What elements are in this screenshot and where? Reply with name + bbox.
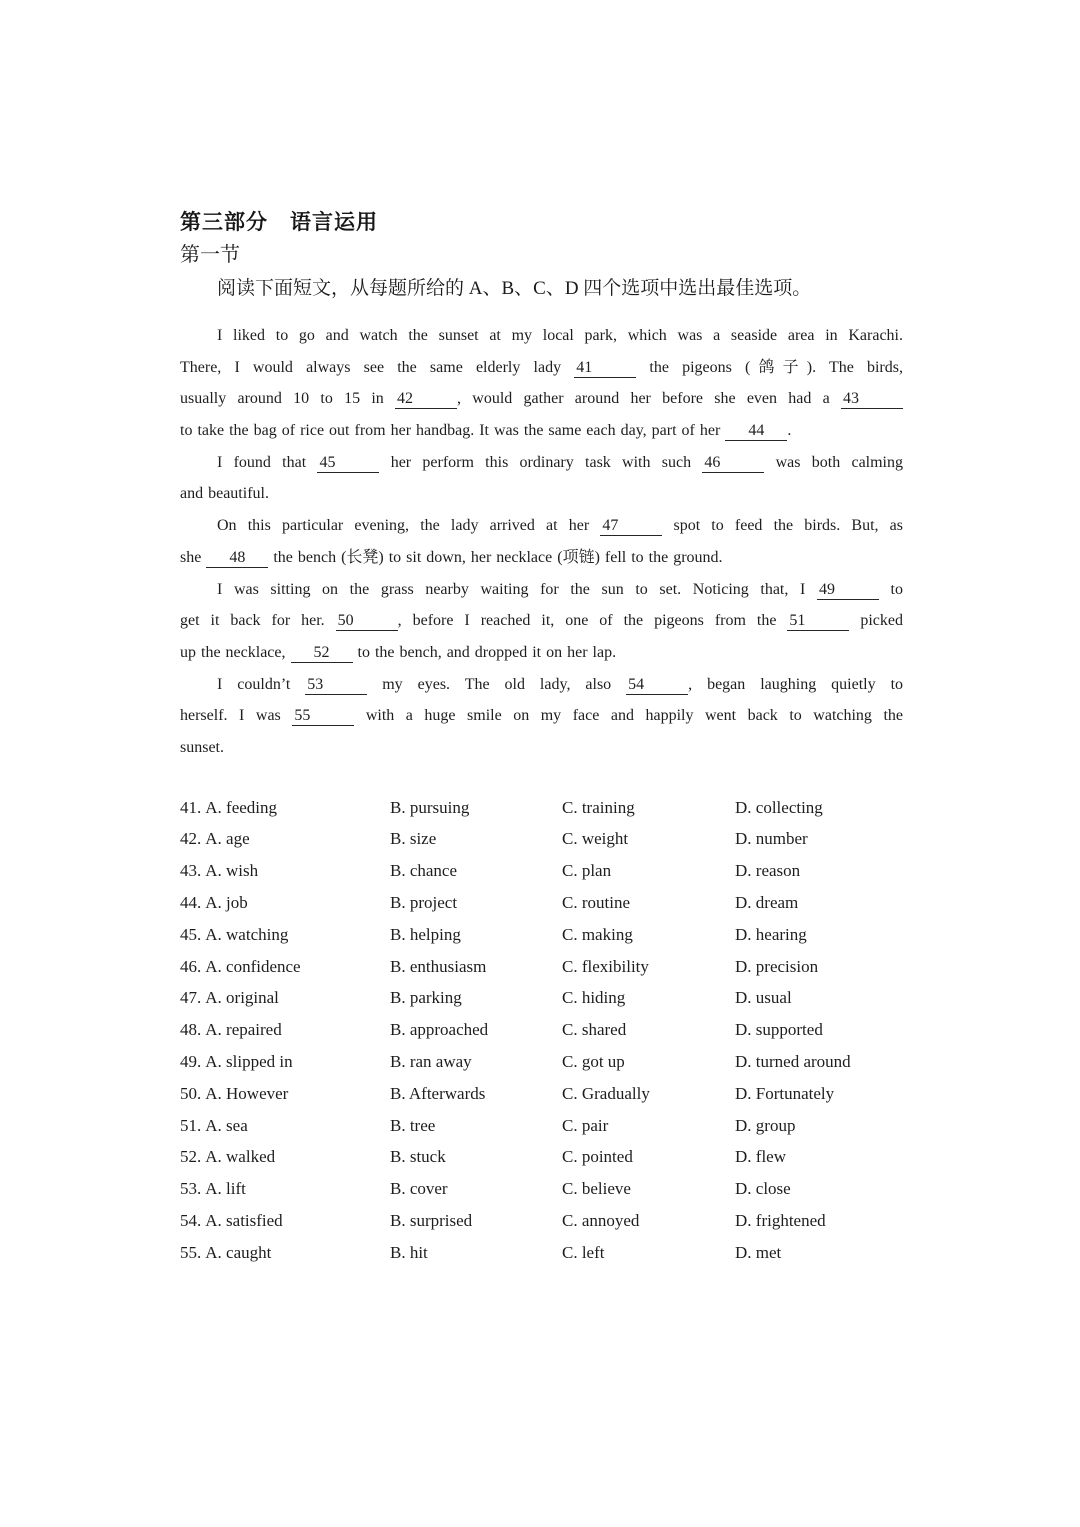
option-51-D: D. group [735,1115,796,1135]
question-number: 54. [180,1210,202,1230]
option-48-C: C. shared [562,1020,627,1040]
cloze-blank-45: 45 [317,453,379,473]
option-row-41 [180,792,903,824]
passage-line: sunset. [180,738,224,756]
cloze-blank-52: 52 [291,643,353,663]
option-43-B: B. chance [390,861,458,881]
option-51-B: B. tree [390,1115,436,1135]
options-list [180,792,903,1269]
passage-line: usually around 10 to 15 in 42 , would gather around her before she even had a 43 [180,383,903,415]
option-50-B: B. Afterwards [390,1083,486,1103]
option-row-48 [180,1014,903,1046]
question-number: 48. [180,1020,202,1040]
option-42-A: 42. A. age [180,829,250,849]
option-53-D: D. close [735,1179,791,1199]
option-41-D: D. collecting [735,797,823,817]
option-44-B: B. project [390,893,458,913]
option-row-49 [180,1046,903,1078]
cloze-blank-47: 47 [600,516,662,536]
option-row-53 [180,1173,903,1205]
option-row-46 [180,951,903,983]
option-42-C: C. weight [562,829,629,849]
option-42-D: D. number [735,829,808,849]
option-52-D: D. flew [735,1147,786,1167]
option-45-A: 45. A. watching [180,924,289,944]
option-45-D: D. hearing [735,924,807,944]
passage-line: I liked to go and watch the sunset at my local park, which was a seaside area in Karachi. [217,327,903,344]
option-53-A: 53. A. lift [180,1179,246,1199]
passage-line: she 48 the bench (长凳) to sit down, her necklace (项链) fell to the ground. [180,548,723,566]
option-46-B: B. enthusiasm [390,956,487,976]
option-43-C: C. plan [562,861,612,881]
question-number: 55. [180,1242,202,1262]
option-43-D: D. reason [735,861,801,881]
option-44-A: 44. A. job [180,893,248,913]
passage-line: herself. I was 55 with a huge smile on my face and happily went back to watching the [180,707,903,725]
option-55-A: 55. A. caught [180,1242,272,1262]
option-row-54 [180,1205,903,1237]
option-54-B: B. surprised [390,1210,473,1230]
option-50-A: 50. A. However [180,1083,289,1103]
question-number: 41. [180,797,202,817]
exam-page [180,206,903,1269]
question-number: 47. [180,988,202,1008]
option-47-D: D. usual [735,988,792,1008]
cloze-passage [180,320,903,764]
instruction-text: 阅读下面短文，从每题所给的 A、B、C、D 四个选项中选出最佳选项。 [217,278,812,299]
subsection-title: 第一节 [180,244,240,266]
option-52-C: C. pointed [562,1147,633,1167]
option-row-55 [180,1237,903,1269]
option-row-45 [180,919,903,951]
option-row-52 [180,1141,903,1173]
option-55-C: C. left [562,1242,605,1262]
question-number: 43. [180,861,202,881]
option-47-A: 47. A. original [180,988,279,1008]
option-row-43 [180,855,903,887]
cloze-blank-43: 43 [841,389,903,409]
option-46-A: 46. A. confidence [180,956,301,976]
option-49-B: B. ran away [390,1052,472,1071]
option-41-C: C. training [562,797,635,817]
option-49-D: D. turned around [735,1052,851,1071]
passage-line: I couldn’t 53 my eyes. The old lady, also 54 , began laughing quietly to [217,675,904,693]
passage-line: up the necklace, 52 to the bench, and dropped it on her lap. [180,643,617,661]
cloze-blank-50: 50 [336,611,398,631]
option-43-A: 43. A. wish [180,861,259,881]
option-45-B: B. helping [390,924,461,944]
passage-line: to take the bag of rice out from her handbag. It was the same each day, part of her 44 . [180,422,792,440]
option-47-B: B. parking [390,988,462,1008]
cloze-blank-49: 49 [817,580,879,600]
question-number: 53. [180,1179,202,1199]
option-row-51 [180,1110,903,1142]
passage-line: I was sitting on the grass nearby waiting for the sun to set. Noticing that, I 49 to [217,580,903,598]
cloze-blank-53: 53 [305,675,367,695]
option-44-C: C. routine [562,893,630,913]
question-number: 42. [180,829,202,849]
option-53-C: C. believe [562,1179,631,1199]
option-49-C: C. got up [562,1052,625,1071]
option-48-D: D. supported [735,1020,823,1040]
question-number: 52. [180,1147,202,1167]
cloze-blank-41: 41 [574,358,636,378]
cloze-blank-55: 55 [292,706,354,726]
option-54-A: 54. A. satisfied [180,1210,283,1230]
option-row-47 [180,982,903,1014]
option-47-C: C. hiding [562,988,626,1008]
option-row-50 [180,1078,903,1110]
cloze-blank-46: 46 [702,453,764,473]
cloze-blank-44: 44 [725,421,787,441]
option-54-C: C. annoyed [562,1210,640,1230]
question-number: 50. [180,1083,202,1103]
option-55-B: B. hit [390,1242,428,1262]
passage-line: There, I would always see the same elderly lady 41 the pigeons (鸽子). The birds, [180,358,903,376]
cloze-blank-42: 42 [395,389,457,409]
option-44-D: D. dream [735,893,799,913]
option-54-D: D. frightened [735,1210,826,1230]
passage-line: On this particular evening, the lady arrived at her 47 spot to feed the birds. But, as [217,517,904,535]
option-50-C: C. Gradually [562,1083,650,1103]
option-52-B: B. stuck [390,1147,446,1167]
passage-line: I found that 45 her perform this ordinary task with such 46 was both calming [217,453,904,471]
option-51-C: C. pair [562,1115,609,1135]
option-41-A: 41. A. feeding [180,797,278,817]
option-46-C: C. flexibility [562,956,649,976]
passage-line: get it back for her. 50 , before I reached it, one of the pigeons from the 51 picked [180,612,903,630]
option-row-44 [180,887,903,919]
question-number: 51. [180,1115,202,1135]
question-number: 49. [180,1052,202,1071]
passage-line: and beautiful. [180,485,269,503]
cloze-blank-51: 51 [787,611,849,631]
cloze-blank-48: 48 [206,548,268,568]
option-row-42 [180,823,903,855]
question-number: 44. [180,893,202,913]
question-number: 45. [180,924,202,944]
cloze-blank-54: 54 [626,675,688,695]
option-49-A: 49. A. slipped in [180,1052,293,1071]
option-46-D: D. precision [735,956,819,976]
option-55-D: D. met [735,1242,782,1262]
option-42-B: B. size [390,829,437,849]
option-45-C: C. making [562,924,633,944]
option-53-B: B. cover [390,1179,448,1199]
option-50-D: D. Fortunately [735,1083,835,1103]
option-48-B: B. approached [390,1020,489,1040]
section-title: 第三部分 语言运用 [180,211,378,234]
option-41-B: B. pursuing [390,797,470,817]
question-number: 46. [180,956,202,976]
option-48-A: 48. A. repaired [180,1020,282,1040]
option-51-A: 51. A. sea [180,1115,248,1135]
option-52-A: 52. A. walked [180,1147,276,1167]
